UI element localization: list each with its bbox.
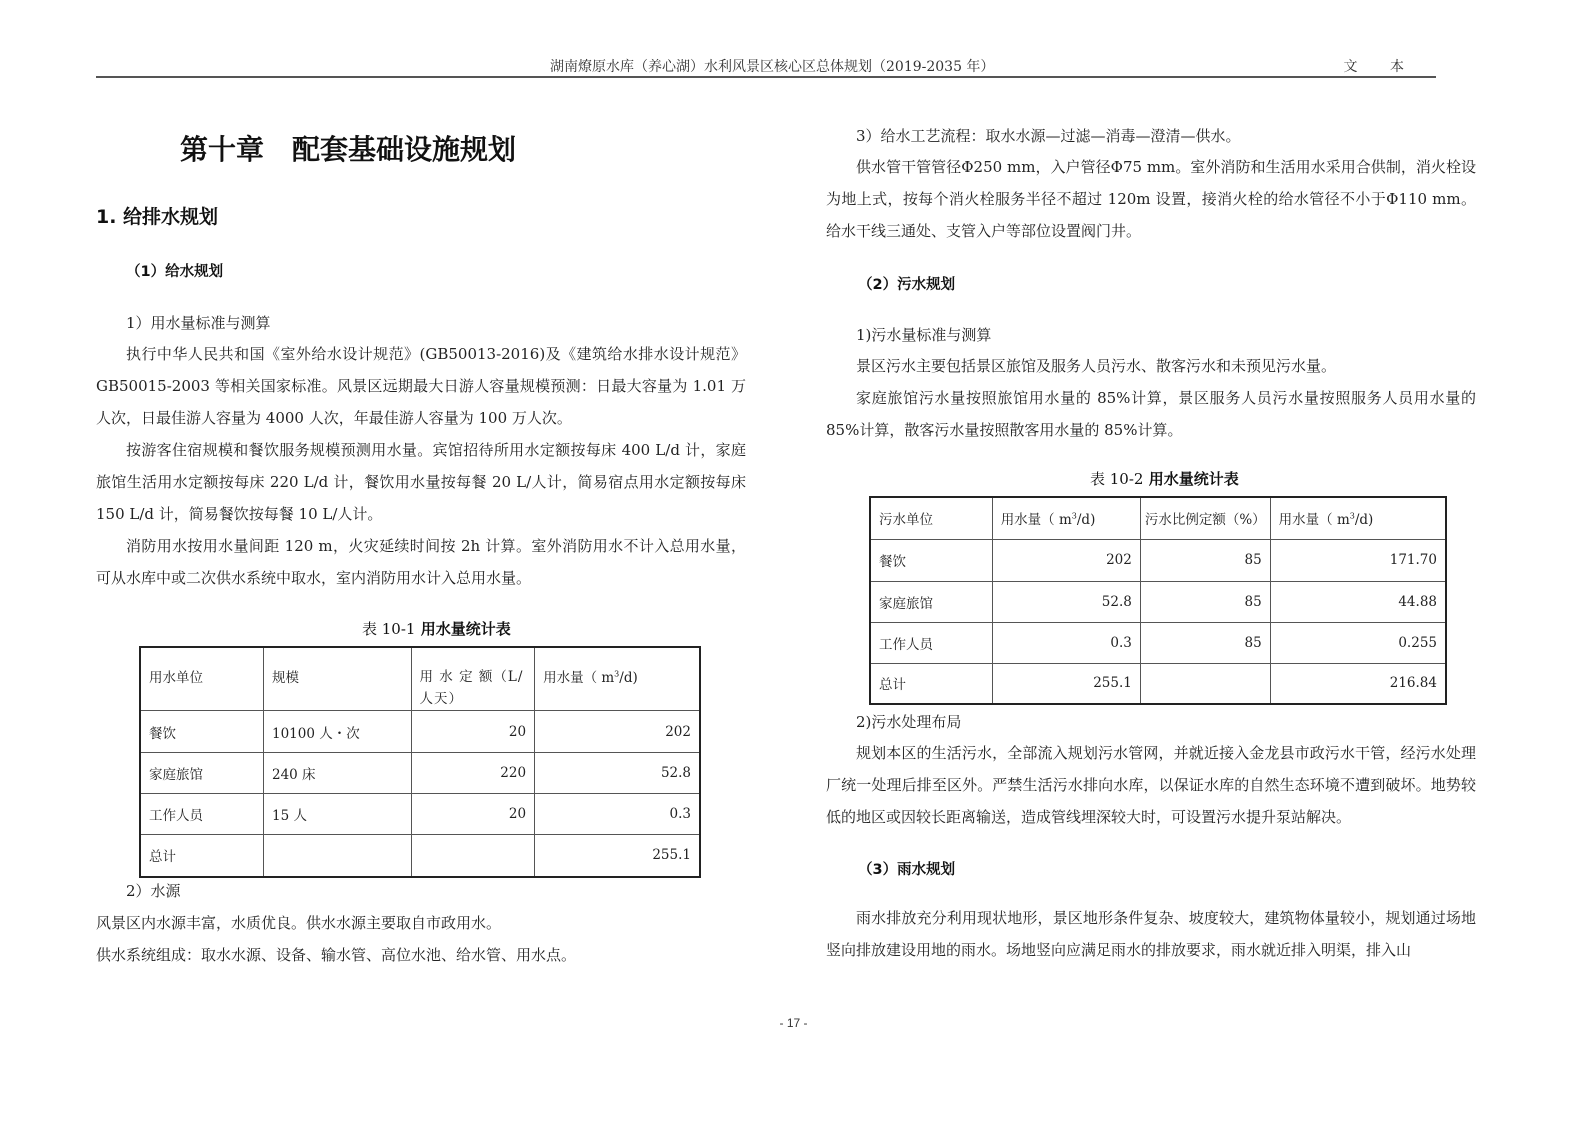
cell: 202 bbox=[535, 711, 700, 753]
sewage-table bbox=[869, 496, 1447, 705]
header-cell bbox=[1270, 497, 1446, 539]
section-title: 1. 给排水规划 bbox=[96, 206, 219, 228]
water-usage-table bbox=[139, 646, 701, 878]
header-cell: 用水单位 bbox=[140, 647, 263, 711]
chapter-name: 配套基础设施规划 bbox=[292, 133, 517, 166]
cell: 家庭旅馆 bbox=[140, 753, 263, 794]
page-number: - 17 - bbox=[779, 1016, 808, 1030]
table-row-total bbox=[870, 663, 1446, 704]
header-cell bbox=[992, 497, 1140, 539]
header-title: 湖南燎原水库（养心湖）水利风景区核心区总体规划（2019-2035 年） bbox=[550, 59, 995, 75]
cell: 0.3 bbox=[535, 794, 700, 835]
paragraph: 执行中华人民共和国《室外给水设计规范》(GB50013-2016)及《建筑给水排水设计规范》GB50015-2003 等相关国家标准。风景区远期最大日游人容量规模预测：日最大容量为 1.01 万人次，日最佳游人容量为 4000 人次，年最佳游人容量为 100 万人次。 bbox=[96, 345, 746, 427]
unit-superscript: 3 bbox=[614, 669, 620, 679]
paragraph: 风景区内水源丰富，水质优良。供水水源主要取自市政用水。 bbox=[96, 914, 502, 932]
cell: 216.84 bbox=[1270, 663, 1446, 704]
chapter-number: 第十章 bbox=[180, 133, 265, 166]
unit-superscript: 3 bbox=[1349, 511, 1355, 521]
cell: 工作人员 bbox=[140, 794, 263, 835]
table-caption-number: 表 10-2 bbox=[1090, 470, 1144, 488]
unit-text: /d) bbox=[1076, 512, 1096, 529]
cell: 255.1 bbox=[535, 835, 700, 877]
paragraph: 家庭旅馆污水量按照旅馆用水量的 85%计算，景区服务人员污水量按照服务人员用水量的 85%计算，散客污水量按照散客用水量的 85%计算。 bbox=[826, 389, 1476, 439]
cell: 171.70 bbox=[1270, 539, 1446, 581]
cell: 餐饮 bbox=[870, 539, 992, 581]
cell: 220 bbox=[411, 753, 535, 794]
item-title: 3）给水工艺流程：取水水源—过滤—消毒—澄清—供水。 bbox=[856, 127, 1241, 145]
unit-text: 用水量（ m bbox=[543, 670, 615, 686]
table-header-row bbox=[870, 497, 1446, 539]
subsection-title-water-supply: （1）给水规划 bbox=[126, 264, 224, 280]
paragraph: 供水管干管管径Φ250 mm，入户管径Φ75 mm。室外消防和生活用水采用合供制，消火栓设为地上式，按每个消火栓服务半径不超过 120m 设置，接消火栓的给水管径不小于Φ110 mm。给水干线三通处、支管入户等部位设置阀门井。 bbox=[826, 158, 1476, 240]
cell: 255.1 bbox=[992, 663, 1140, 704]
table-row-total bbox=[140, 835, 700, 877]
paragraph: 供水系统组成：取水水源、设备、输水管、高位水池、给水管、用水点。 bbox=[96, 946, 577, 964]
table-row bbox=[140, 794, 700, 835]
cell: 20 bbox=[411, 794, 535, 835]
cell: 202 bbox=[992, 539, 1140, 581]
unit-text: /d) bbox=[1354, 512, 1374, 529]
unit-superscript: 3 bbox=[1071, 511, 1077, 521]
header-cell: 规模 bbox=[263, 647, 411, 711]
unit-text: /d) bbox=[619, 670, 638, 686]
cell: 85 bbox=[1140, 539, 1270, 581]
cell: 总计 bbox=[140, 835, 263, 877]
unit-text: 用水量（ m bbox=[1000, 512, 1072, 529]
paragraph: 规划本区的生活污水，全部流入规划污水管网，并就近接入金龙县市政污水干管，经污水处理厂统一处理后排至区外。严禁生活污水排向水库，以保证水库的自然生态环境不遭到破坏。地势较低的地区或因较长距离输送，造成管线埋深较大时，可设置污水提升泵站解决。 bbox=[826, 744, 1476, 826]
table-row bbox=[140, 711, 700, 753]
cell: 10100 人・次 bbox=[263, 711, 411, 753]
cell: 15 人 bbox=[263, 794, 411, 835]
cell bbox=[411, 835, 535, 877]
cell: 44.88 bbox=[1270, 581, 1446, 622]
paragraph: 雨水排放充分利用现状地形，景区地形条件复杂、坡度较大，建筑物体量较小，规划通过场地竖向排放建设用地的雨水。场地竖向应满足雨水的排放要求，雨水就近排入明渠，排入山 bbox=[826, 909, 1476, 959]
cell: 52.8 bbox=[992, 581, 1140, 622]
table-caption-title: 用水量统计表 bbox=[1148, 470, 1239, 488]
header-cell: 污水比例定额（%） bbox=[1140, 497, 1270, 539]
item-title: 2)污水处理布局 bbox=[856, 713, 962, 731]
table-row bbox=[870, 581, 1446, 622]
cell: 工作人员 bbox=[870, 622, 992, 663]
running-header bbox=[96, 52, 1436, 78]
subsection-title-rainwater: （3）雨水规划 bbox=[858, 862, 956, 878]
unit-text: 用水量（ m bbox=[1278, 512, 1350, 529]
paragraph: 景区污水主要包括景区旅馆及服务人员污水、散客污水和未预见污水量。 bbox=[856, 357, 1337, 375]
cell: 52.8 bbox=[535, 753, 700, 794]
cell: 85 bbox=[1140, 581, 1270, 622]
header-cell: 用 水 定 额（L/人天） bbox=[411, 647, 535, 711]
table-caption bbox=[362, 618, 511, 639]
table-row bbox=[870, 539, 1446, 581]
item-title: 1)污水量标准与测算 bbox=[856, 326, 992, 344]
cell bbox=[263, 835, 411, 877]
table-row bbox=[140, 753, 700, 794]
table-header-row bbox=[140, 647, 700, 711]
header-cell: 污水单位 bbox=[870, 497, 992, 539]
item-title: 1）用水量标准与测算 bbox=[126, 314, 271, 332]
paragraph: 按游客住宿规模和餐饮服务规模预测用水量。宾馆招待所用水定额按每床 400 L/d 计，家庭旅馆生活用水定额按每床 220 L/d 计，餐饮用水量按每餐 20 L/人计，简易宿点用水定额按每床 150 L/d 计，简易餐饮按每餐 10 L/人计。 bbox=[96, 441, 746, 523]
item-title: 2）水源 bbox=[126, 882, 181, 900]
cell: 总计 bbox=[870, 663, 992, 704]
paragraph: 消防用水按用水量间距 120 m，火灾延续时间按 2h 计算。室外消防用水不计入总用水量，可从水库中或二次供水系统中取水，室内消防用水计入总用水量。 bbox=[96, 537, 746, 587]
cell: 0.255 bbox=[1270, 622, 1446, 663]
header-doc-type: 文 本 bbox=[1343, 59, 1418, 75]
cell: 240 床 bbox=[263, 753, 411, 794]
cell bbox=[1140, 663, 1270, 704]
chapter-title bbox=[180, 128, 516, 168]
header-cell bbox=[535, 647, 700, 711]
cell: 0.3 bbox=[992, 622, 1140, 663]
table-row bbox=[870, 622, 1446, 663]
cell: 餐饮 bbox=[140, 711, 263, 753]
subsection-title-sewage: （2）污水规划 bbox=[858, 277, 956, 293]
table-caption-number: 表 10-1 bbox=[362, 620, 416, 638]
cell: 85 bbox=[1140, 622, 1270, 663]
cell: 20 bbox=[411, 711, 535, 753]
table-caption bbox=[1090, 468, 1239, 489]
table-caption-title: 用水量统计表 bbox=[420, 620, 511, 638]
cell: 家庭旅馆 bbox=[870, 581, 992, 622]
